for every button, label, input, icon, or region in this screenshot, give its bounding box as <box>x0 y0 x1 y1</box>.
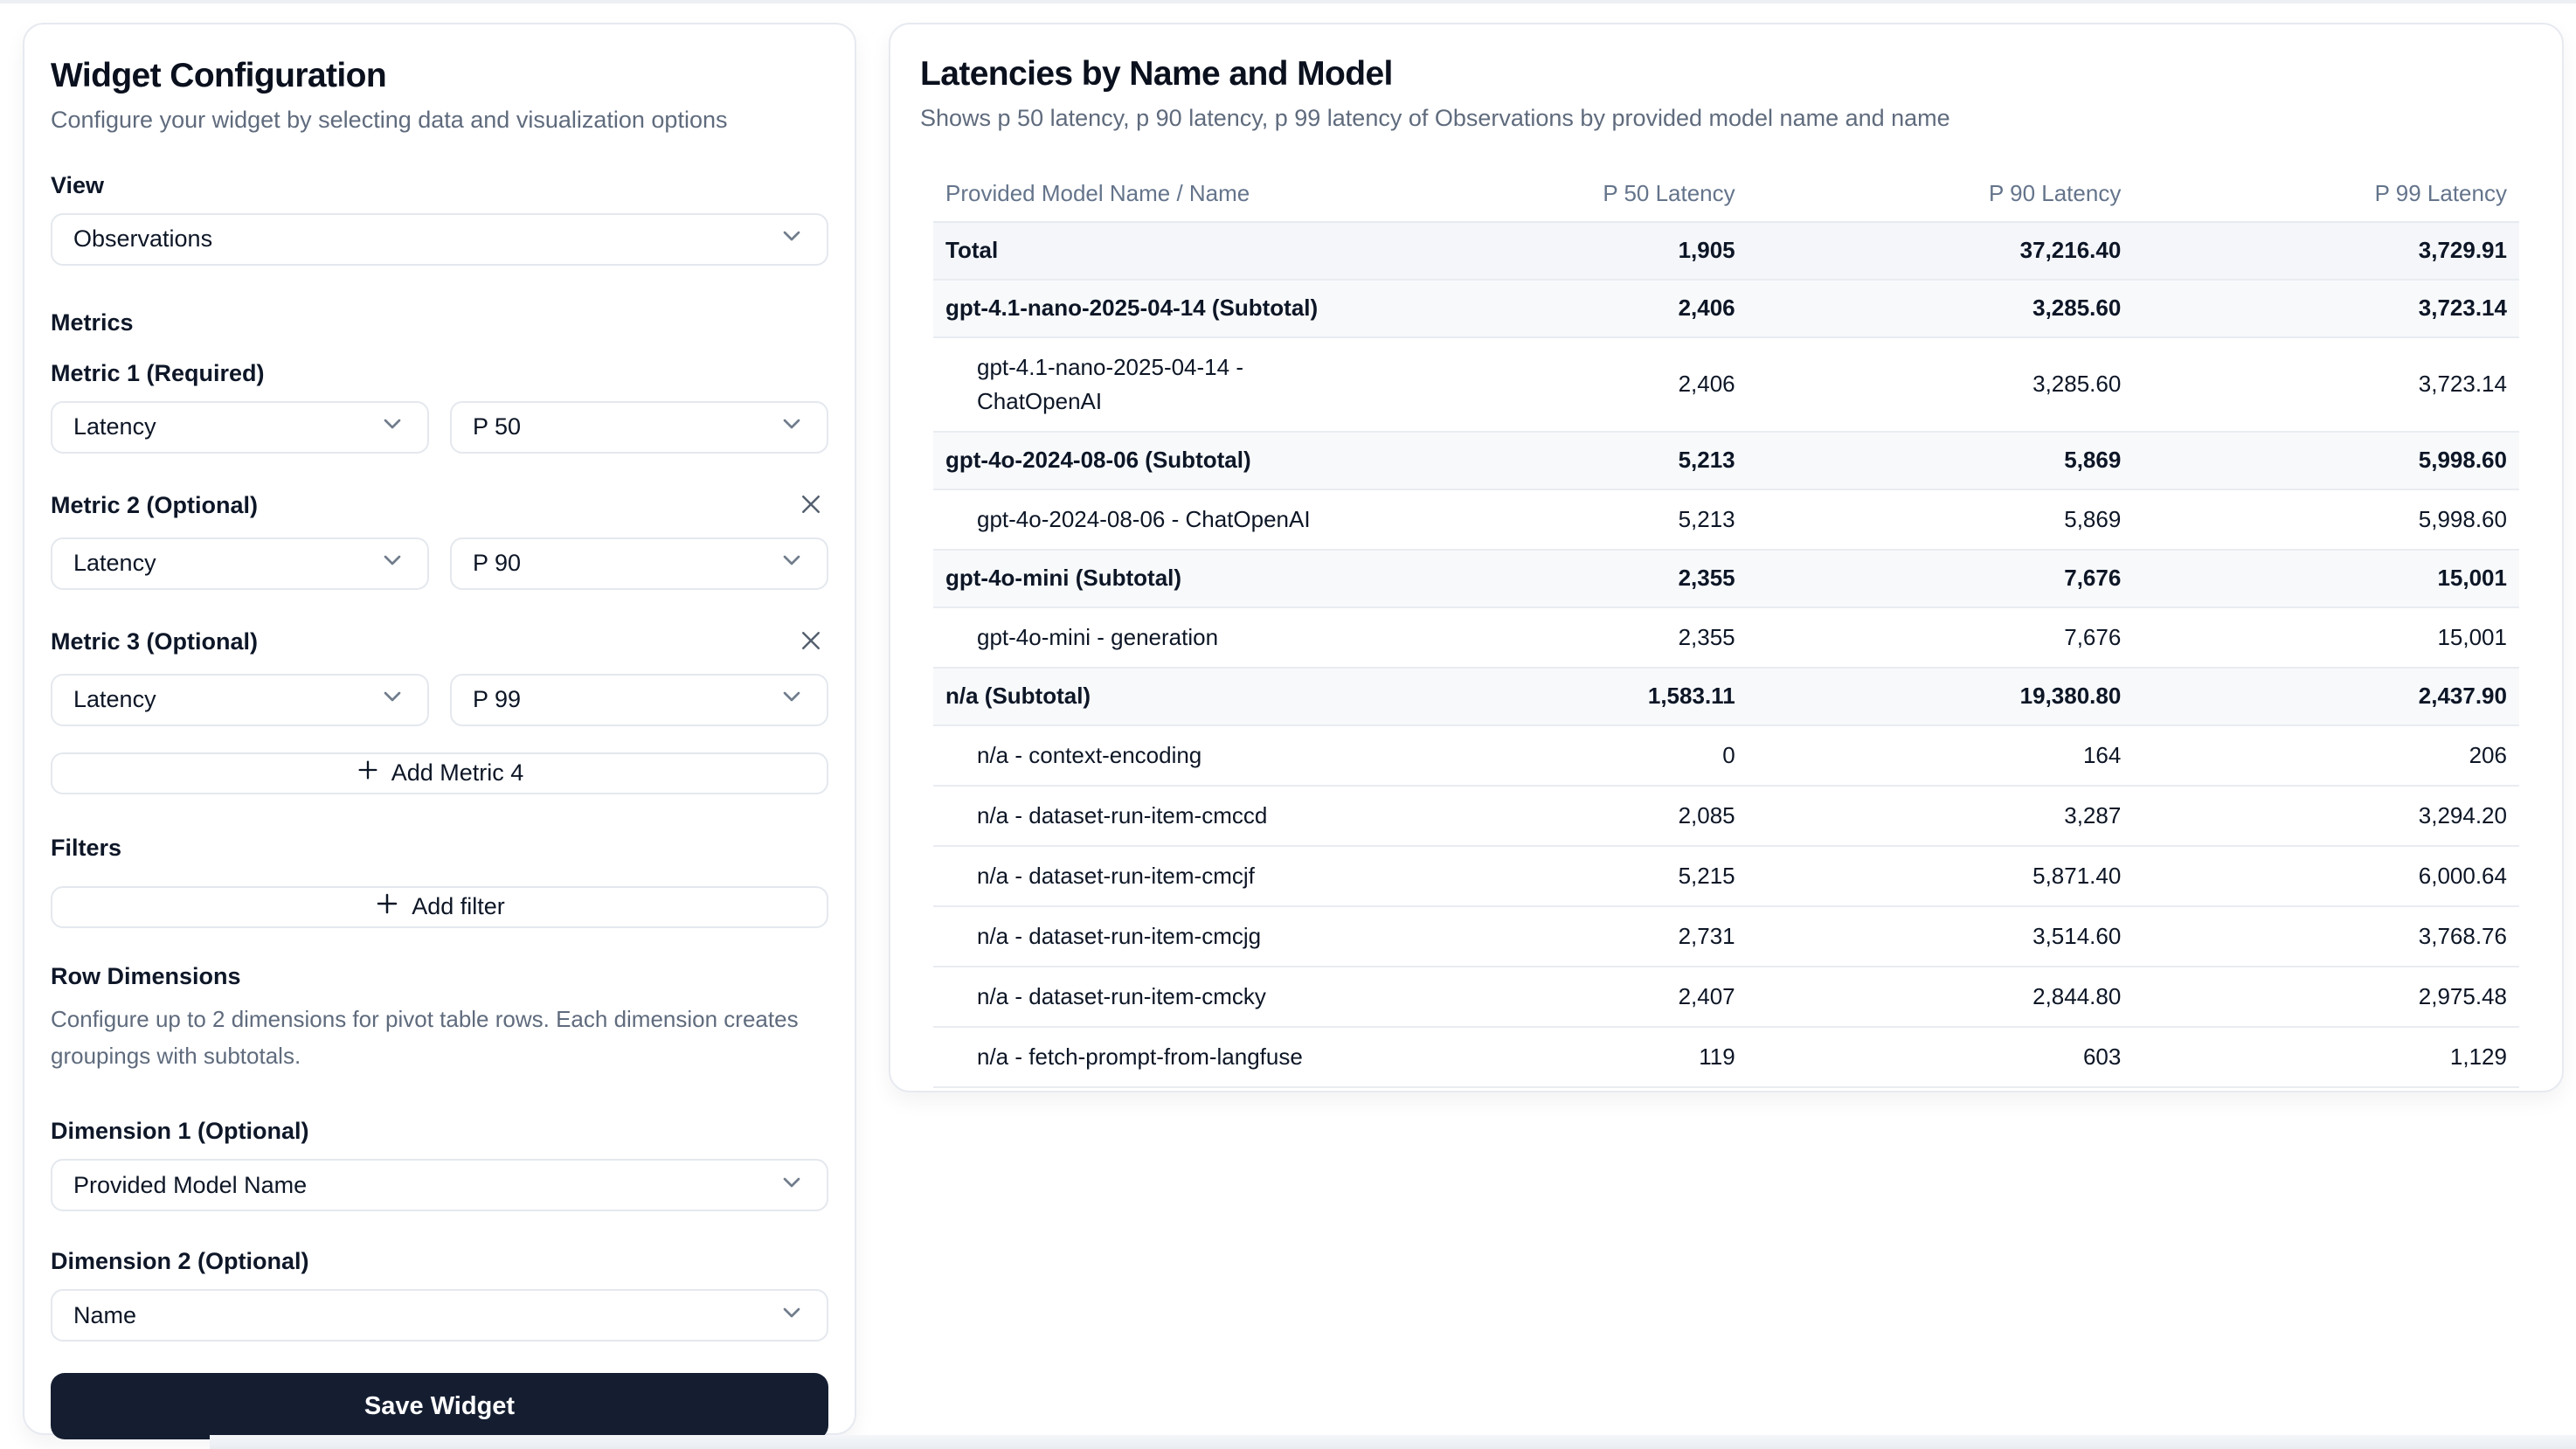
metric-3-label: Metric 3 (Optional) <box>51 628 259 655</box>
table-row <box>933 907 2519 967</box>
metric-2-aggregation-select[interactable] <box>450 537 828 590</box>
row-label: n/a - dataset-run-item-cmcjg <box>977 922 1262 949</box>
chevron-down-icon <box>378 546 406 580</box>
metric-1-label: Metric 1 (Required) <box>51 359 265 386</box>
row-p90-value: 37,216.40 <box>2019 237 2122 264</box>
chevron-down-icon <box>378 410 406 444</box>
table-row <box>933 669 2519 726</box>
dimension-2-label: Dimension 2 (Optional) <box>51 1248 309 1275</box>
widget-preview-panel <box>889 23 2564 1092</box>
row-label: gpt-4.1-nano-2025-04-14 - ChatOpenAI <box>977 353 1243 414</box>
row-p50-value: 0 <box>1722 741 1735 768</box>
plus-icon <box>374 891 400 923</box>
pivot-table <box>933 167 2519 1088</box>
save-widget-button[interactable]: Save Widget <box>51 1373 828 1439</box>
preview-panel-subtitle: Shows p 50 latency, p 90 latency, p 99 latency of Observations by provided model name and name <box>920 104 1950 131</box>
row-label: n/a - dataset-run-item-cmcjf <box>977 862 1255 889</box>
row-label: gpt-4o-2024-08-06 (Subtotal) <box>945 447 1251 474</box>
table-row <box>933 433 2519 490</box>
config-panel-subtitle: Configure your widget by selecting data and visualization options <box>51 106 728 133</box>
metric-3-aggregation-value: P 99 <box>473 686 522 713</box>
table-row <box>933 608 2519 669</box>
row-p99-value: 2,437.90 <box>2418 683 2507 710</box>
metric-1-measure-value: Latency <box>73 413 156 440</box>
row-label: n/a (Subtotal) <box>945 683 1091 710</box>
row-p99-value: 2,975.48 <box>2418 982 2507 1009</box>
plus-icon <box>356 758 380 788</box>
metric-1-aggregation-value: P 50 <box>473 413 522 440</box>
dimension-2-select[interactable] <box>51 1289 828 1342</box>
row-p50-value: 5,213 <box>1678 447 1735 474</box>
column-header-p50: P 50 Latency <box>1603 180 1735 207</box>
row-p99-value: 5,998.60 <box>2418 505 2507 532</box>
row-p99-value: 5,998.60 <box>2418 447 2507 474</box>
row-p99-value: 15,001 <box>2437 565 2507 592</box>
row-label: gpt-4o-mini - generation <box>977 623 1219 650</box>
row-p50-value: 2,731 <box>1678 922 1735 949</box>
metric-3-measure-value: Latency <box>73 686 156 713</box>
table-row <box>933 490 2519 551</box>
row-p50-value: 5,213 <box>1678 505 1735 532</box>
row-label: gpt-4.1-nano-2025-04-14 (Subtotal) <box>945 295 1319 322</box>
metric-2-aggregation-value: P 90 <box>473 550 522 577</box>
row-p50-value: 1,905 <box>1678 237 1735 264</box>
chevron-down-icon <box>778 1168 806 1203</box>
metric-1-aggregation-select[interactable] <box>450 401 828 454</box>
row-p99-value: 3,729.91 <box>2418 237 2507 264</box>
dimension-1-value: Provided Model Name <box>73 1171 308 1198</box>
row-p90-value: 5,869 <box>2064 447 2122 474</box>
row-label: n/a - fetch-prompt-from-langfuse <box>977 1043 1303 1070</box>
table-row <box>933 223 2519 281</box>
table-row <box>933 787 2519 847</box>
table-row <box>933 551 2519 608</box>
config-panel-title: Widget Configuration <box>51 57 387 94</box>
chevron-down-icon <box>778 546 806 580</box>
chevron-down-icon <box>778 410 806 444</box>
metric-1-measure-select[interactable] <box>51 401 429 454</box>
view-label: View <box>51 171 105 198</box>
pivot-table-header <box>933 167 2519 223</box>
row-p50-value: 119 <box>1699 1043 1735 1070</box>
x-icon <box>798 491 824 520</box>
row-p50-value: 2,085 <box>1678 801 1735 828</box>
column-header-p99: P 99 Latency <box>2374 180 2507 207</box>
row-p99-value: 6,000.64 <box>2418 862 2507 889</box>
row-label: n/a - dataset-run-item-cmcky <box>977 982 1266 1009</box>
page-top-edge <box>0 0 2576 3</box>
row-p90-value: 7,676 <box>2064 623 2122 650</box>
row-p90-value: 5,871.40 <box>2032 862 2122 889</box>
row-p90-value: 3,285.60 <box>2032 371 2122 398</box>
dimension-1-select[interactable] <box>51 1159 828 1211</box>
metric-3-measure-select[interactable] <box>51 674 429 726</box>
table-row <box>933 967 2519 1028</box>
row-p90-value: 603 <box>2082 1043 2122 1070</box>
x-icon <box>798 627 824 656</box>
row-p50-value: 2,407 <box>1678 982 1735 1009</box>
row-p99-value: 206 <box>2469 741 2507 768</box>
dimension-2-value: Name <box>73 1301 137 1328</box>
table-row <box>933 847 2519 907</box>
row-p99-value: 3,294.20 <box>2418 801 2507 828</box>
metrics-section-label: Metrics <box>51 309 134 336</box>
metric-2-measure-select[interactable] <box>51 537 429 590</box>
row-label: gpt-4o-2024-08-06 - ChatOpenAI <box>977 505 1311 532</box>
filters-section-label: Filters <box>51 834 122 861</box>
row-label: gpt-4o-mini (Subtotal) <box>945 565 1182 592</box>
add-filter-label: Add filter <box>412 893 505 920</box>
row-p99-value: 3,723.14 <box>2418 295 2507 322</box>
row-dimensions-description: Configure up to 2 dimensions for pivot table rows. Each dimension creates groupings with subtotals. <box>51 1005 799 1069</box>
chevron-down-icon <box>778 1299 806 1333</box>
row-p99-value: 3,768.76 <box>2418 922 2507 949</box>
row-p90-value: 3,285.60 <box>2032 295 2122 322</box>
row-dimensions-section-label: Row Dimensions <box>51 962 241 989</box>
view-select[interactable] <box>51 213 828 266</box>
metric-2-label: Metric 2 (Optional) <box>51 492 259 519</box>
row-p90-value: 164 <box>2082 741 2122 768</box>
row-p90-value: 2,844.80 <box>2032 982 2122 1009</box>
column-header-p90: P 90 Latency <box>1989 180 2122 207</box>
remove-metric-2-button[interactable] <box>793 489 828 523</box>
chevron-down-icon <box>778 222 806 256</box>
row-p99-value: 1,129 <box>2449 1043 2507 1070</box>
row-p90-value: 7,676 <box>2064 565 2122 592</box>
page-bottom-edge <box>210 1435 2576 1449</box>
chevron-down-icon <box>378 683 406 717</box>
table-row <box>933 1028 2519 1088</box>
row-p50-value: 2,406 <box>1678 295 1735 322</box>
add-filter-button[interactable] <box>51 886 828 928</box>
remove-metric-3-button[interactable] <box>793 625 828 660</box>
row-p50-value: 1,583.11 <box>1647 683 1735 710</box>
widget-configuration-panel <box>23 23 856 1435</box>
column-header-name: Provided Model Name / Name <box>945 180 1250 207</box>
add-metric-button[interactable] <box>51 752 828 794</box>
metric-2-measure-value: Latency <box>73 550 156 577</box>
row-label: n/a - dataset-run-item-cmccd <box>977 801 1268 828</box>
row-p90-value: 3,514.60 <box>2032 922 2122 949</box>
row-p90-value: 5,869 <box>2064 505 2122 532</box>
row-p50-value: 2,355 <box>1678 623 1735 650</box>
metric-3-aggregation-select[interactable] <box>450 674 828 726</box>
row-p50-value: 2,355 <box>1678 565 1735 592</box>
add-metric-label: Add Metric 4 <box>391 759 524 787</box>
row-p90-value: 3,287 <box>2064 801 2122 828</box>
row-p99-value: 3,723.14 <box>2418 371 2507 398</box>
table-row <box>933 726 2519 787</box>
table-row <box>933 338 2519 433</box>
row-p50-value: 5,215 <box>1678 862 1735 889</box>
row-p90-value: 19,380.80 <box>2019 683 2122 710</box>
row-p99-value: 15,001 <box>2437 623 2507 650</box>
dimension-1-label: Dimension 1 (Optional) <box>51 1118 309 1145</box>
preview-panel-title: Latencies by Name and Model <box>920 55 1393 93</box>
row-p50-value: 2,406 <box>1678 371 1735 398</box>
view-select-value: Observations <box>73 225 213 253</box>
chevron-down-icon <box>778 683 806 717</box>
row-label: n/a - context-encoding <box>977 741 1202 768</box>
row-label: Total <box>945 237 999 264</box>
table-row <box>933 281 2519 338</box>
pivot-table-body <box>933 223 2519 1088</box>
